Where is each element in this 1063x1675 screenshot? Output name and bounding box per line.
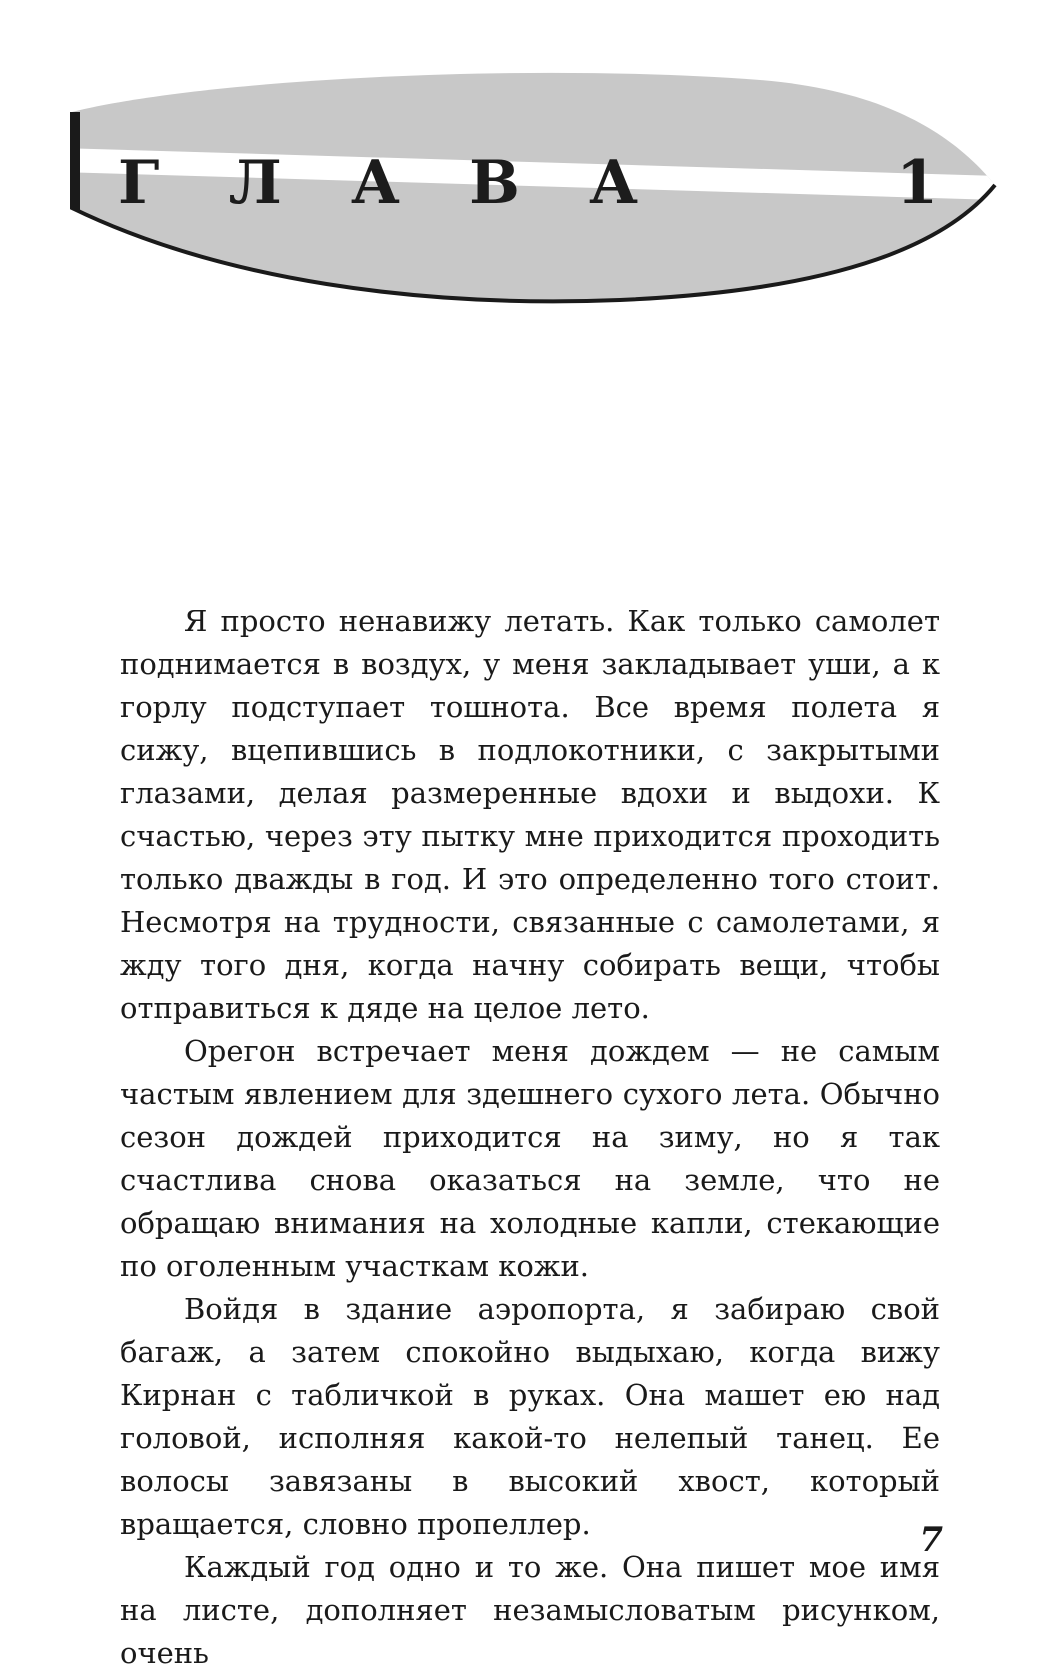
chapter-letter: Л xyxy=(228,148,282,218)
chapter-header xyxy=(0,0,1063,320)
chapter-word xyxy=(118,148,638,218)
chapter-letter: А xyxy=(589,148,638,218)
chapter-title xyxy=(118,143,938,223)
paragraph: Орегон встречает меня дождем — не самым частым явлением для здешнего сухого лета. Обычно сезон дождей приходится на зиму, но я так счастлива снова оказаться на земле, что не обращаю внимания на холодные капли, стекающие по оголенным участкам кожи. xyxy=(120,1034,940,1283)
chapter-body xyxy=(120,600,940,1675)
chapter-letter: Г xyxy=(118,148,160,218)
paragraph: Каждый год одно и то же. Она пишет мое имя на листе, дополняет незамысловатым рисунком, очень xyxy=(120,1550,940,1670)
page-number: 7 xyxy=(919,1520,943,1560)
chapter-letter: В xyxy=(469,148,520,218)
paragraph: Войдя в здание аэропорта, я забираю свой багаж, а затем спокойно выдыхаю, когда вижу Кирнан с табличкой в руках. Она машет ею над головой, исполняя какой-то нелепый танец. Ее волосы завязаны в высокий хвост, который вращается, словно пропеллер. xyxy=(120,1292,940,1541)
chapter-number: 1 xyxy=(896,148,938,218)
paragraph: Я просто ненавижу летать. Как только самолет поднимается в воздух, у меня закладывает уши, а к горлу подступает тошнота. Все время полета я сижу, вцепившись в подлокотники, с закрытыми глазами, делая размеренные вдохи и выдохи. К счастью, через эту пытку мне приходится проходить только дважды в год. И это определенно того стоит. Несмотря на трудности, связанные с самолетами, я жду того дня, когда начну собирать вещи, чтобы отправиться к дяде на целое лето. xyxy=(120,604,940,1025)
chapter-letter: А xyxy=(351,148,400,218)
